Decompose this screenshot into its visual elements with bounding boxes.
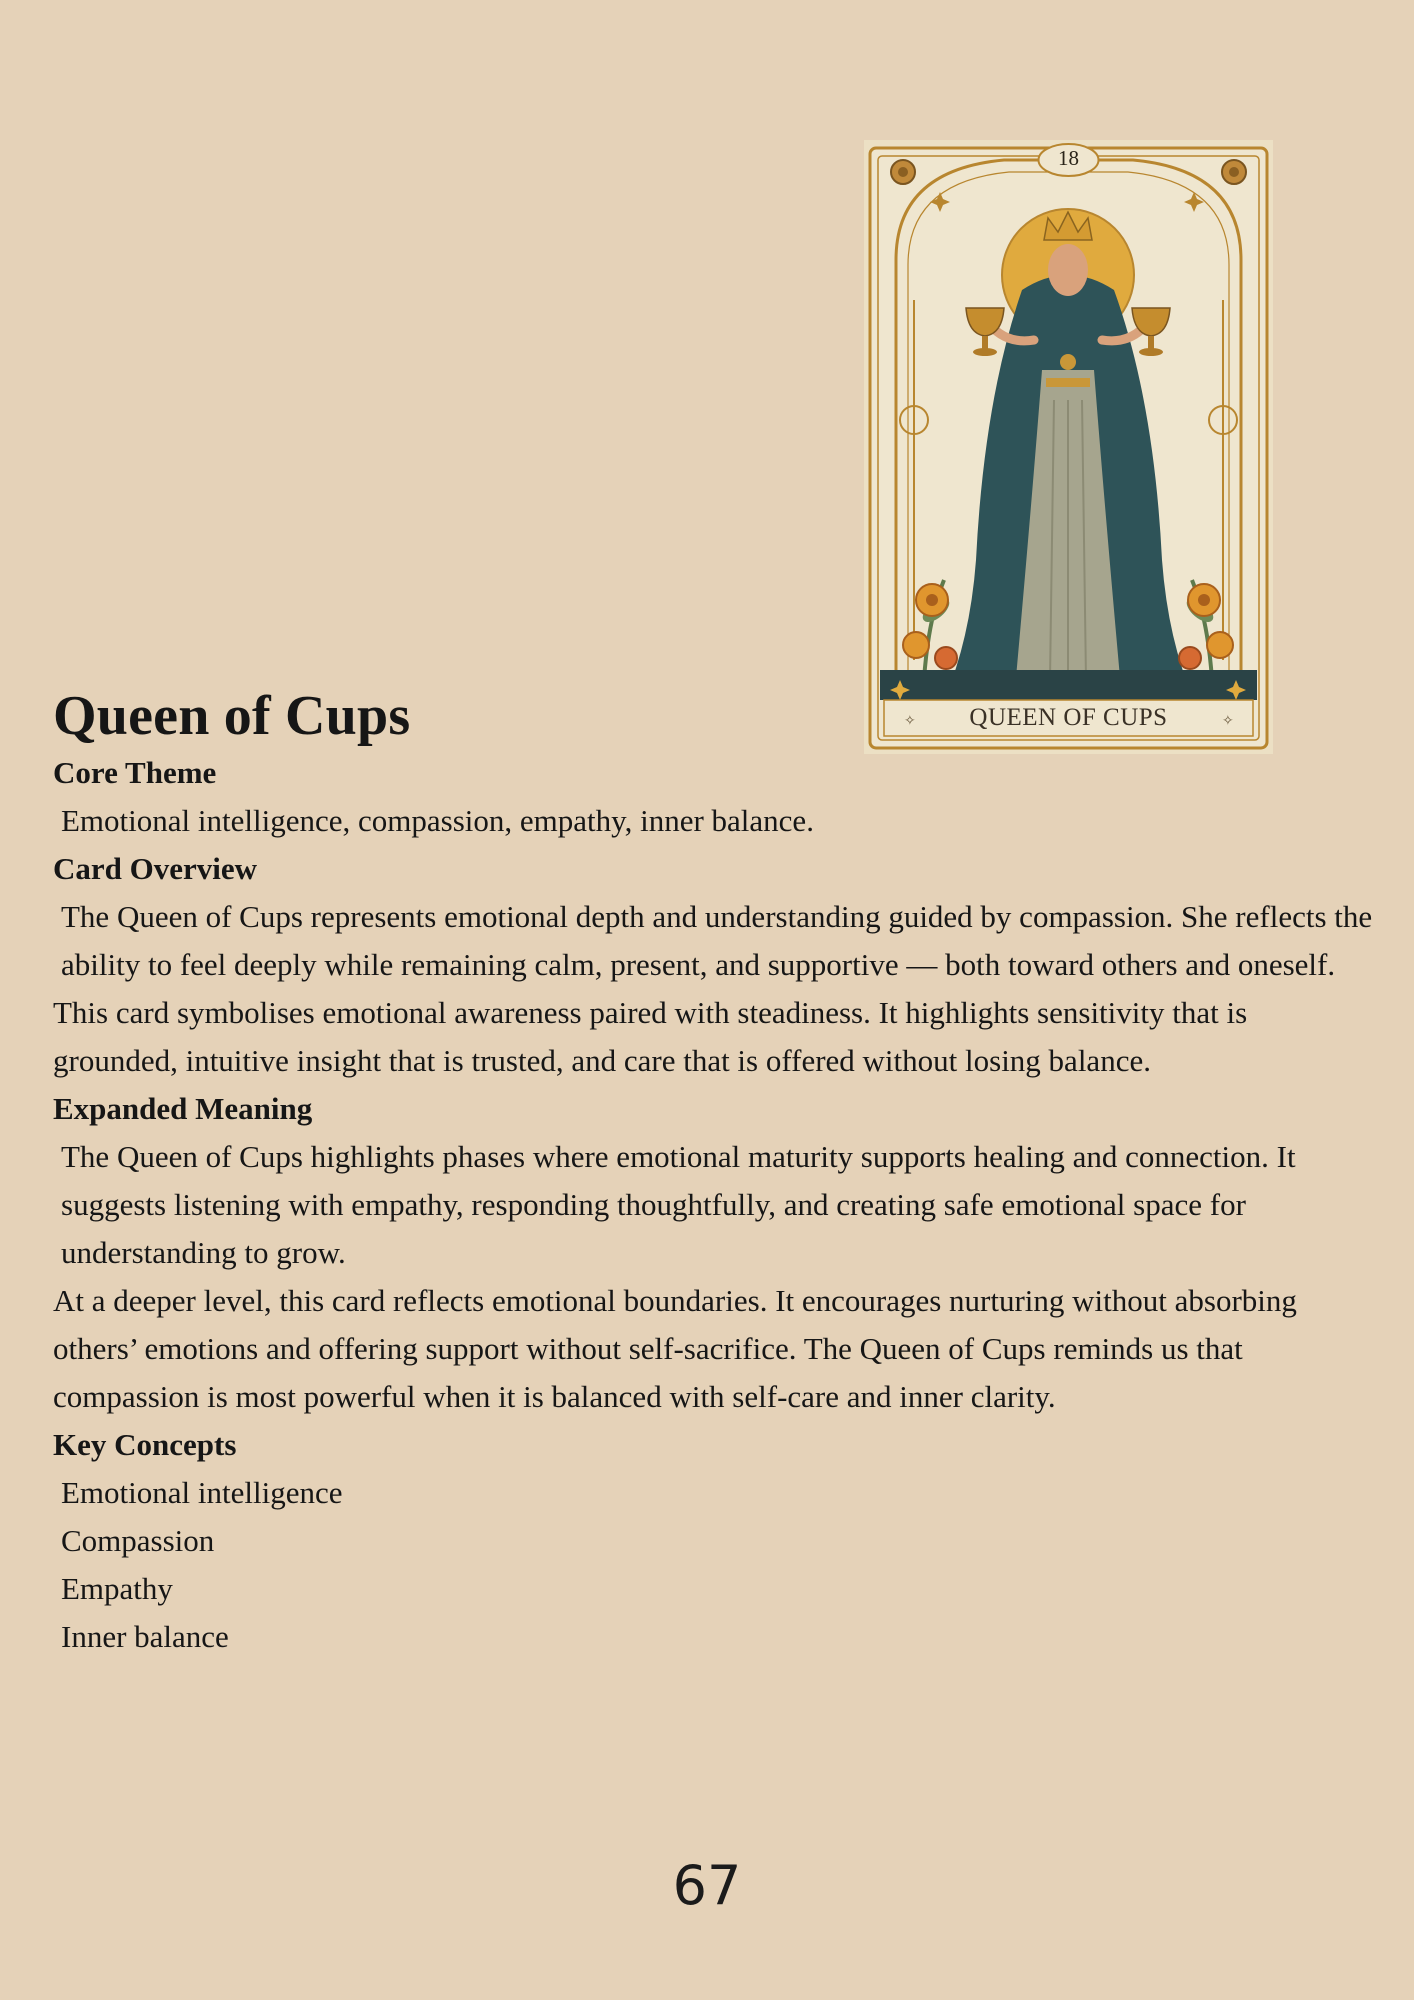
- overview-paragraph-2: This card symbolises emotional awareness paired with steadiness. It highlights sensitivity that is grounded, intuitive insight that is trusted, and care that is offered without losing balance.: [53, 995, 1248, 1078]
- key-concepts-list: [53, 1469, 1373, 1661]
- tarot-card-illustration: [864, 140, 1273, 754]
- card-title-label: QUEEN OF CUPS: [969, 704, 1168, 731]
- svg-text:✧: ✧: [904, 713, 916, 729]
- main-content: [53, 683, 1373, 1661]
- list-item: Empathy: [61, 1571, 173, 1606]
- list-item: Emotional intelligence: [61, 1475, 343, 1510]
- page-number: 67: [672, 1854, 742, 1917]
- overview-paragraph-1: The Queen of Cups represents emotional depth and understanding guided by compassion. She reflects the ability to feel deeply while remaining calm, present, and supportive — both toward others and oneself.: [61, 899, 1373, 982]
- queen-of-cups-artwork: [864, 140, 1273, 754]
- expanded-meaning-heading: Expanded Meaning: [53, 1091, 313, 1126]
- expanded-meaning-body: [53, 1133, 1373, 1421]
- key-concepts-heading: Key Concepts: [53, 1427, 237, 1462]
- card-overview-body: [53, 893, 1373, 1085]
- expanded-paragraph-2: At a deeper level, this card reflects emotional boundaries. It encourages nurturing without absorbing others’ emotions and offering support without self-sacrifice. The Queen of Cups reminds us that compassion is most powerful when it is balanced with self-care and inner clarity.: [53, 1283, 1297, 1414]
- expanded-paragraph-1: The Queen of Cups highlights phases where emotional maturity supports healing and connection. It suggests listening with empathy, responding thoughtfully, and creating safe emotional space for understanding to grow.: [61, 1139, 1296, 1270]
- list-item: Compassion: [61, 1523, 215, 1558]
- card-overview-heading: Card Overview: [53, 851, 258, 886]
- list-item: Inner balance: [61, 1619, 229, 1654]
- card-number: 18: [1058, 146, 1079, 170]
- svg-text:✧: ✧: [1222, 713, 1234, 729]
- core-theme-heading: Core Theme: [53, 755, 217, 790]
- core-theme-text: Emotional intelligence, compassion, empathy, inner balance.: [61, 803, 814, 838]
- page-title: Queen of Cups: [53, 685, 411, 747]
